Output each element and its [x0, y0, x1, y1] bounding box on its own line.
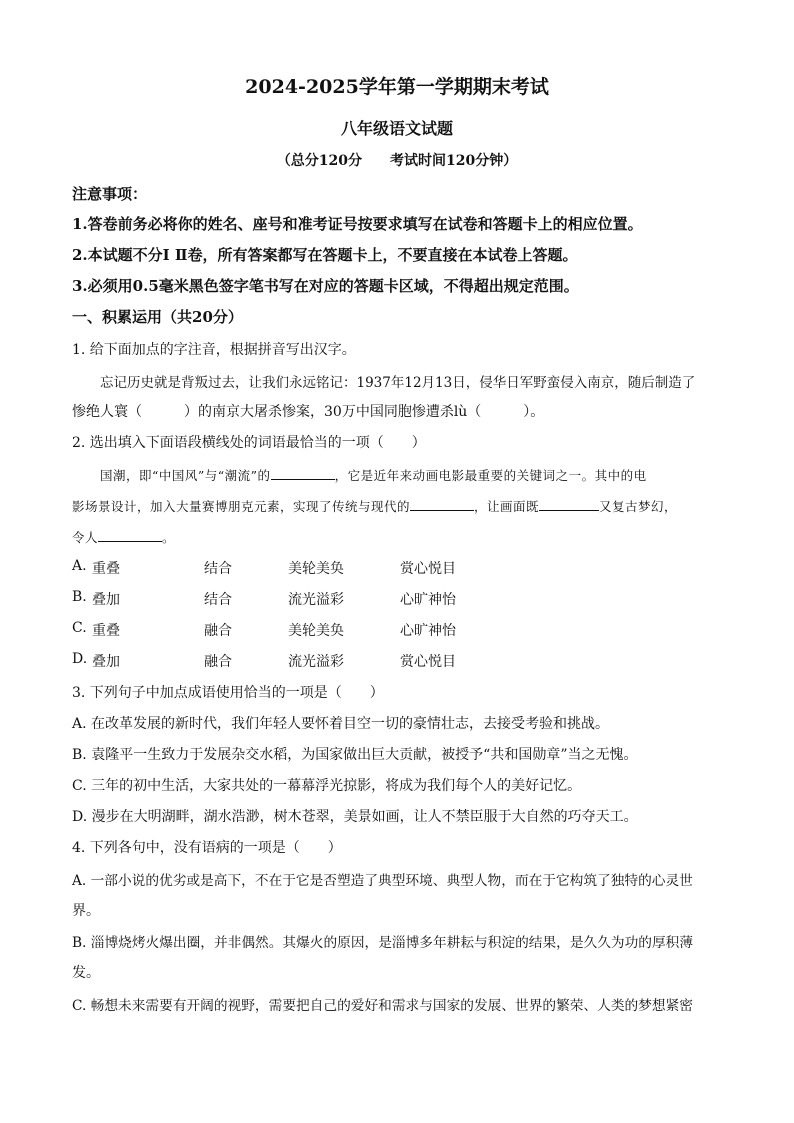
note-item: 1.答卷前务必将你的姓名、座号和准考证号按要求填写在试卷和答题卡上的相应位置。: [72, 215, 643, 233]
note-item: 3.必须用0.5毫米黑色签字笔书写在对应的答题卡区域，不得超出规定范围。: [72, 277, 579, 295]
question-3-option-c[interactable]: C. 三年的初中生活，大家共处的一幕幕浮光掠影，将成为我们每个人的美好记忆。: [72, 778, 582, 794]
question-3-stem: 3. 下列句子中加点成语使用恰当的一项是（ ）: [72, 685, 384, 701]
question-2-passage: [72, 527, 175, 546]
option-letter: D.: [72, 651, 88, 667]
question-4-option-c[interactable]: C. 畅想未来需要有开阔的视野，需要把自己的爱好和需求与国家的发展、世界的繁荣、人类的梦想紧密: [72, 998, 693, 1014]
option-word: 流光溢彩: [288, 654, 344, 670]
option-word: 心旷神怡: [400, 592, 456, 608]
section-heading: 一、积累运用（共20分）: [72, 308, 243, 326]
question-1-text: 忘记历史就是背叛过去，让我们永远铭记：1937年12月13日，侵华日军野蛮侵入南京，随后制造了: [100, 375, 696, 391]
option-word: 叠加: [92, 592, 120, 608]
answer-blank[interactable]: [98, 527, 162, 542]
passage-text: 影场景设计，加入大量赛博朋克元素，实现了传统与现代的: [72, 499, 411, 514]
question-2-stem: 2. 选出填入下面语段横线处的词语最恰当的一项（ ）: [72, 435, 426, 451]
option-word: 重叠: [92, 623, 120, 639]
passage-text: 又复古梦幻，: [599, 499, 678, 514]
answer-blank[interactable]: [410, 496, 474, 511]
option-word: 心旷神怡: [400, 623, 456, 639]
option-word: 叠加: [92, 654, 120, 670]
passage-text: ，它是近年来动画电影最重要的关键词之一。其中的电: [334, 468, 647, 483]
option-word: 融合: [204, 623, 232, 639]
answer-blank[interactable]: [539, 496, 599, 511]
option-word: 融合: [204, 654, 232, 670]
question-4-option-a[interactable]: A. 一部小说的优劣或是高下，不在于它是否塑造了典型环境、典型人物，而在于它构筑了独特的心灵世: [72, 873, 693, 889]
option-word: 重叠: [92, 561, 120, 577]
option-letter: B.: [72, 589, 87, 605]
option-word: 结合: [204, 561, 232, 577]
note-item: 2.本试题不分Ⅰ Ⅱ卷，所有答案都写在答题卡上，不要直接在本试卷上答题。: [72, 246, 578, 264]
exam-info: （总分120分 考试时间120分钟）: [276, 153, 518, 169]
question-2-passage: [100, 465, 647, 484]
option-word: 美轮美奂: [288, 561, 344, 577]
question-3-option-d[interactable]: D. 漫步在大明湖畔，湖水浩渺，树木苍翠，美景如画，让人不禁臣服于大自然的巧夺天工。: [72, 809, 638, 825]
option-letter: C.: [72, 620, 87, 636]
question-3-option-a[interactable]: A. 在改革发展的新时代，我们年轻人要怀着目空一切的豪情壮志，去接受考验和挑战。: [72, 716, 610, 732]
option-word: 流光溢彩: [288, 592, 344, 608]
question-4-option-b[interactable]: B. 淄博烧烤火爆出圈，并非偶然。其爆火的原因，是淄博多年耕耘与积淀的结果，是久久为功的厚积薄: [72, 935, 694, 951]
question-4-stem: 4. 下列各句中，没有语病的一项是（ ）: [72, 840, 342, 856]
question-4-option-a-cont: 界。: [72, 903, 100, 919]
passage-text: 令人: [72, 530, 99, 545]
passage-text: 国潮，即“中国风”与“潮流”的: [100, 468, 271, 483]
passage-text: ，让画面既: [474, 499, 540, 514]
question-2-passage: [72, 496, 677, 515]
option-word: 赏心悦目: [400, 654, 456, 670]
option-word: 美轮美奂: [288, 623, 344, 639]
answer-blank[interactable]: [271, 465, 335, 480]
question-1-text: 惨绝人寰（ ）的南京大屠杀惨案，30万中国同胞惨遭杀lù（ ）。: [72, 404, 545, 420]
option-word: 赏心悦目: [400, 561, 456, 577]
question-3-option-b[interactable]: B. 袁隆平一生致力于发展杂交水稻，为国家做出巨大贡献，被授予“共和国勋章”当之无愧。: [72, 747, 638, 763]
passage-text: 。: [162, 530, 176, 545]
exam-subtitle: 八年级语文试题: [340, 119, 453, 138]
question-1-stem: 1. 给下面加点的字注音，根据拼音写出汉字。: [72, 342, 356, 358]
option-word: 结合: [204, 592, 232, 608]
notes-heading: 注意事项：: [72, 185, 148, 203]
exam-title: 2024-2025学年第一学期期末考试: [245, 76, 549, 98]
option-letter: A.: [72, 558, 87, 574]
question-4-option-b-cont: 发。: [72, 965, 100, 981]
